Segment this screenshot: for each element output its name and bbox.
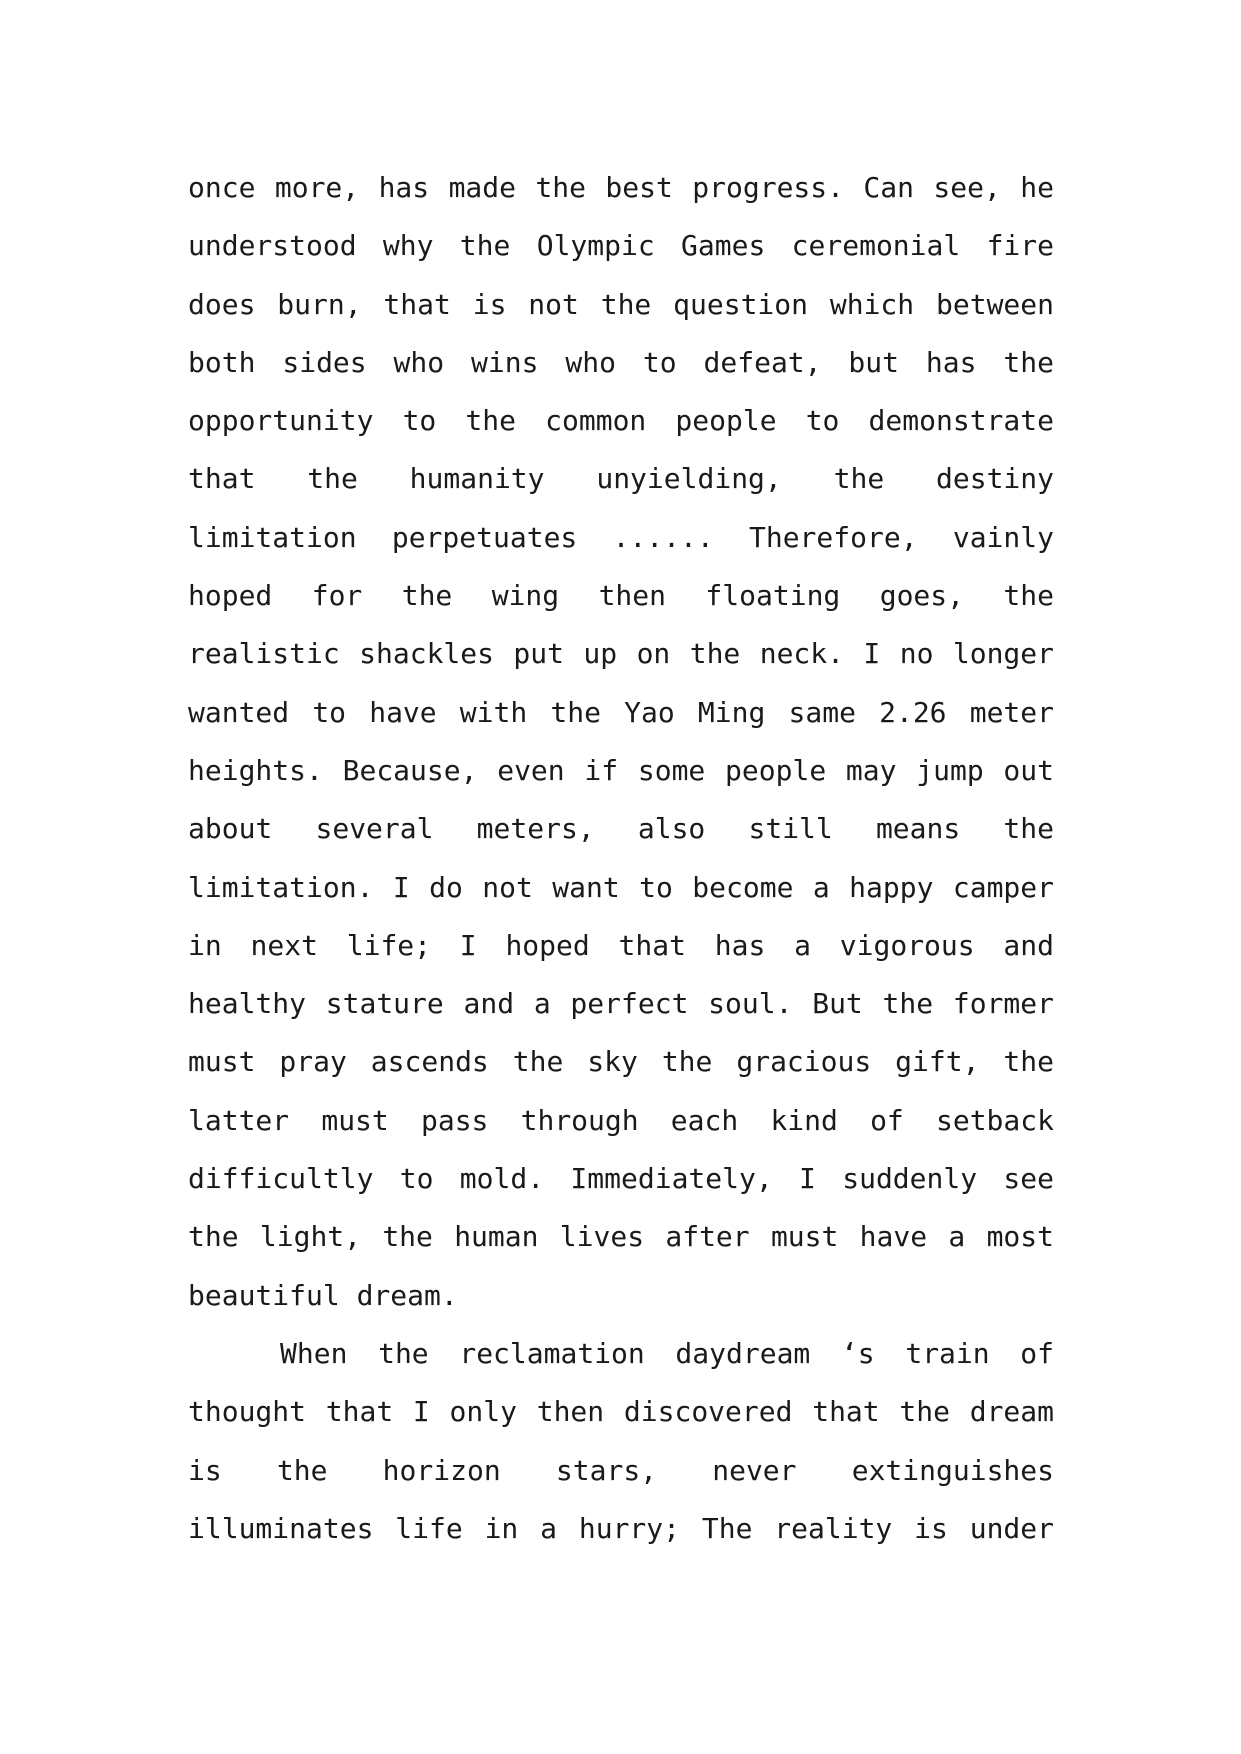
- text-line: beautiful dream.: [188, 1278, 458, 1312]
- paragraph-2: [188, 1325, 1054, 1558]
- text-line: realistic shackles put up on the neck. I no longer: [188, 637, 1054, 671]
- text-line: healthy stature and a perfect soul. But the former: [188, 987, 1054, 1021]
- text-line: once more, has made the best progress. Can see, he: [188, 171, 1054, 204]
- text-line: hoped for the wing then floating goes, the: [188, 579, 1054, 613]
- text-line: must pray ascends the sky the gracious gift, the: [188, 1045, 1054, 1079]
- text-line: about several meters, also still means the: [188, 812, 1054, 846]
- document-body: [188, 159, 1054, 1558]
- text-line: wanted to have with the Yao Ming same 2.26 meter: [188, 695, 1054, 729]
- text-line: difficultly to mold. Immediately, I suddenly see: [188, 1162, 1054, 1196]
- text-line: that the humanity unyielding, the destiny: [188, 462, 1054, 496]
- text-line: in next life; I hoped that has a vigorous and: [188, 928, 1054, 962]
- text-line: understood why the Olympic Games ceremonial fire: [188, 229, 1054, 263]
- text-line: When the reclamation daydream ‘s train of: [280, 1336, 1054, 1370]
- text-line: heights. Because, even if some people may jump out: [188, 753, 1054, 787]
- text-line: the light, the human lives after must have a most: [188, 1220, 1054, 1254]
- paragraph-1: [188, 159, 1054, 1325]
- text-line: latter must pass through each kind of setback: [188, 1103, 1054, 1137]
- text-line: limitation perpetuates ...... Therefore, vainly: [188, 520, 1054, 554]
- text-line: limitation. I do not want to become a happy camper: [188, 870, 1054, 904]
- text-line: is the horizon stars, never extinguishes: [188, 1453, 1054, 1487]
- text-line: both sides who wins who to defeat, but has the: [188, 345, 1054, 379]
- text-line: illuminates life in a hurry; The reality is under: [188, 1511, 1054, 1545]
- text-line: opportunity to the common people to demonstrate: [188, 404, 1054, 438]
- text-line: thought that I only then discovered that the dream: [188, 1395, 1054, 1429]
- text-line: does burn, that is not the question which between: [188, 287, 1054, 321]
